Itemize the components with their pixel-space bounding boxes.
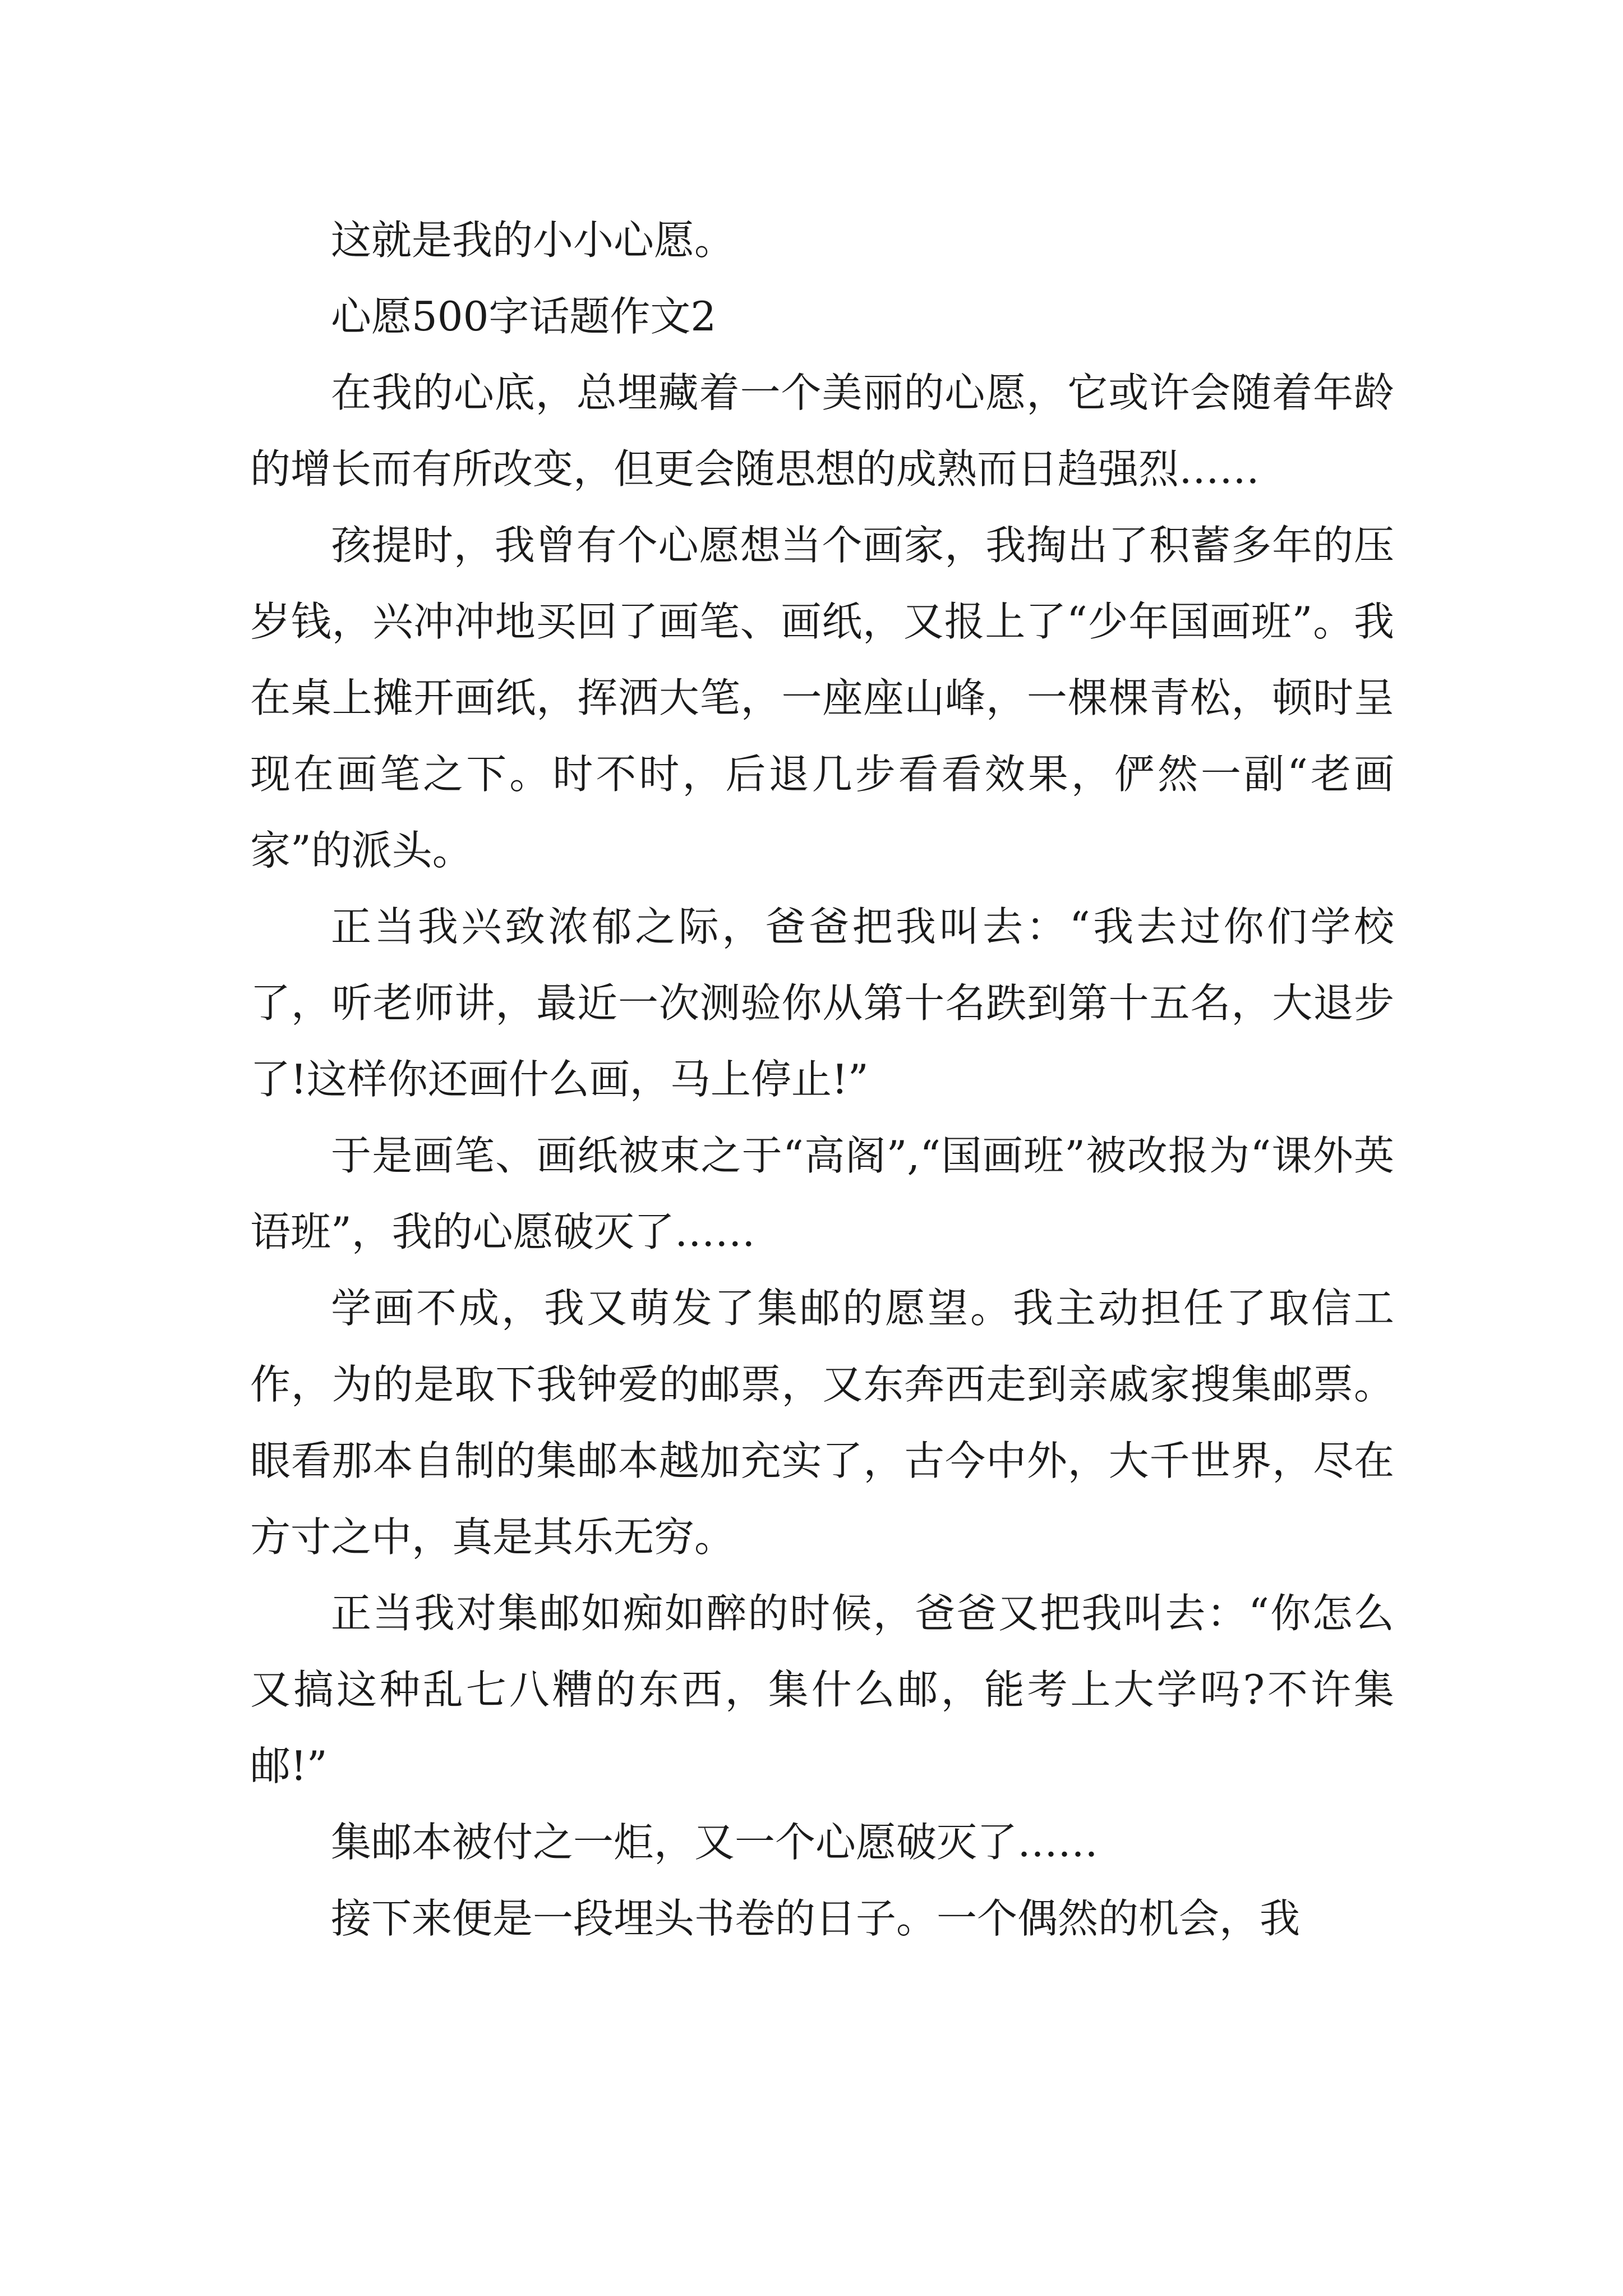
paragraph: 孩提时，我曾有个心愿想当个画家，我掏出了积蓄多年的压岁钱，兴冲冲地买回了画笔、画纸，又报上了“少年国画班”。我在桌上摊开画纸，挥洒大笔，一座座山峰，一棵棵青松，顿时呈现在画笔之下。时不时，后退几步看看效果，俨然一副“老画家”的派头。 (250, 522, 1394, 874)
paragraph: 学画不成，我又萌发了集邮的愿望。我主动担任了取信工作，为的是取下我钟爱的邮票，又东奔西走到亲戚家搜集邮票。眼看那本自制的集邮本越加充实了，古今中外，大千世界，尽在方寸之中，真是其乐无穷。 (250, 1285, 1394, 1561)
paragraph: 在我的心底，总埋藏着一个美丽的心愿，它或许会随着年龄的增长而有所改变，但更会随思想的成熟而日趋强烈…… (250, 369, 1394, 493)
paragraph: 正当我对集邮如痴如醉的时候，爸爸又把我叫去：“你怎么又搞这种乱七八糟的东西，集什么邮，能考上大学吗?不许集邮!” (250, 1590, 1394, 1789)
section-heading: 心愿500字话题作文2 (331, 293, 717, 340)
paragraph: 于是画笔、画纸被束之于“高阁”,“国画班”被改报为“课外英语班”，我的心愿破灭了…… (250, 1132, 1394, 1255)
paragraph-closing: 这就是我的小小心愿。 (331, 217, 735, 264)
paragraph: 接下来便是一段埋头书卷的日子。一个偶然的机会，我 (331, 1895, 1301, 1942)
paragraph: 集邮本被付之一炬，又一个心愿破灭了…… (331, 1819, 1099, 1866)
paragraph: 正当我兴致浓郁之际，爸爸把我叫去：“我去过你们学校了，听老师讲，最近一次测验你从第十名跌到第十五名，大退步了!这样你还画什么画，马上停止!” (250, 903, 1394, 1103)
document-body (250, 202, 1394, 1957)
